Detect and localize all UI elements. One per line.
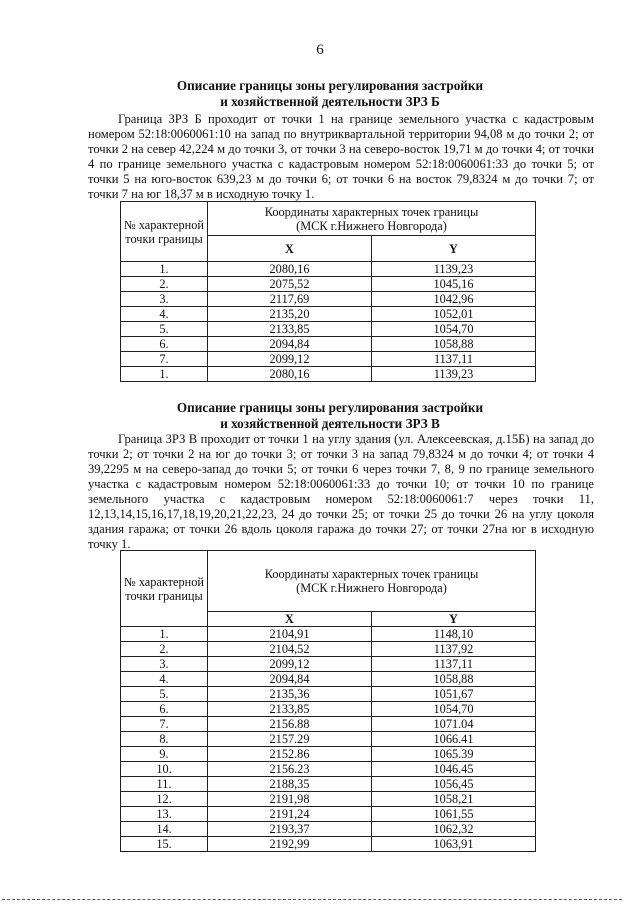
y-coordinate-cell: 1058,88 <box>372 672 536 687</box>
point-number-cell: 11. <box>121 777 208 792</box>
y-coordinate-cell: 1045,16 <box>372 277 536 292</box>
y-coordinate-cell: 1137,92 <box>372 642 536 657</box>
y-coordinate-cell: 1051,67 <box>372 687 536 702</box>
x-coordinate-cell: 2188,35 <box>208 777 372 792</box>
point-number-cell: 7. <box>121 717 208 732</box>
section-v-description <box>88 432 594 552</box>
point-number-cell: 7. <box>121 352 208 367</box>
y-coordinate-cell: 1046.45 <box>372 762 536 777</box>
y-coordinate-cell: 1065.39 <box>372 747 536 762</box>
point-number-cell: 13. <box>121 807 208 822</box>
y-coordinate-cell: 1071.04 <box>372 717 536 732</box>
y-coordinate-cell: 1054,70 <box>372 322 536 337</box>
x-coordinate-cell: 2191,24 <box>208 807 372 822</box>
point-number-cell: 9. <box>121 747 208 762</box>
y-coordinate-cell: 1052,01 <box>372 307 536 322</box>
section-v-title <box>60 400 600 432</box>
x-coordinate-cell: 2135,20 <box>208 307 372 322</box>
x-coordinate-cell: 2191,98 <box>208 792 372 807</box>
coords-header-line1: Координаты характерных точек границы <box>264 204 479 219</box>
table-row <box>121 777 536 792</box>
table-row <box>121 337 536 352</box>
y-coordinate-cell: 1066.41 <box>372 732 536 747</box>
coords-header-line1: Координаты характерных точек границы <box>264 567 479 581</box>
point-number-cell: 15. <box>121 837 208 852</box>
footer-divider <box>2 899 622 900</box>
x-coordinate-cell: 2156.88 <box>208 717 372 732</box>
section-b-title-line1: Описание границы зоны регулирования застройки <box>176 78 484 93</box>
table-header-y: Y <box>372 236 536 262</box>
x-coordinate-cell: 2075,52 <box>208 277 372 292</box>
point-number-cell: 8. <box>121 732 208 747</box>
table-row <box>121 807 536 822</box>
table-row <box>121 307 536 322</box>
point-number-cell: 1. <box>121 367 208 382</box>
y-coordinate-cell: 1137,11 <box>372 657 536 672</box>
y-coordinate-cell: 1056,45 <box>372 777 536 792</box>
table-row <box>121 672 536 687</box>
x-coordinate-cell: 2133,85 <box>208 322 372 337</box>
point-number-cell: 3. <box>121 657 208 672</box>
table-header-x: X <box>208 612 372 627</box>
point-number-cell: 6. <box>121 337 208 352</box>
y-coordinate-cell: 1063,91 <box>372 837 536 852</box>
section-b-title <box>60 78 600 110</box>
y-coordinate-cell: 1139,23 <box>372 367 536 382</box>
x-coordinate-cell: 2080,16 <box>208 367 372 382</box>
table-row <box>121 687 536 702</box>
table-header-coordinates <box>208 202 536 236</box>
table-header-y: Y <box>372 612 536 627</box>
x-coordinate-cell: 2193,37 <box>208 822 372 837</box>
table-row <box>121 277 536 292</box>
point-number-cell: 5. <box>121 687 208 702</box>
x-coordinate-cell: 2099,12 <box>208 352 372 367</box>
table-row <box>121 747 536 762</box>
table-row <box>121 262 536 277</box>
table-row <box>121 792 536 807</box>
point-number-cell: 5. <box>121 322 208 337</box>
section-b-description-text: Граница ЗРЗ Б проходит от точки 1 на границе земельного участка с кадастровым номером 52:18:0060061:10 на запад по внутриквартальной территории 94,08 м до точки 2; от точки 2 на север 42,224 м до точки 3, от точки 3 на северо-восток 19,71 м до точки 4; от точки 4 по границе земельного участка с кадастровым номером 52:18:0060061:33 до точки 5; от точки 5 на юго-восток 639,23 м до точки 6; от точки 6 на восток 79,8324 м до точки 7; от точки 7 на юг 18,37 м в исходную точку 1. <box>88 112 594 201</box>
table-row <box>121 657 536 672</box>
y-coordinate-cell: 1062,32 <box>372 822 536 837</box>
table-header-point-number: № характерной точки границы <box>121 551 208 627</box>
table-row <box>121 352 536 367</box>
y-coordinate-cell: 1058,21 <box>372 792 536 807</box>
x-coordinate-cell: 2192,99 <box>208 837 372 852</box>
y-coordinate-cell: 1137,11 <box>372 352 536 367</box>
x-coordinate-cell: 2099,12 <box>208 657 372 672</box>
x-coordinate-cell: 2133,85 <box>208 702 372 717</box>
table-row <box>121 322 536 337</box>
x-coordinate-cell: 2156.23 <box>208 762 372 777</box>
point-number-cell: 2. <box>121 642 208 657</box>
point-number-cell: 6. <box>121 702 208 717</box>
y-coordinate-cell: 1139,23 <box>372 262 536 277</box>
table-row <box>121 627 536 642</box>
table-row <box>121 292 536 307</box>
section-b-description <box>88 112 594 202</box>
point-number-cell: 4. <box>121 307 208 322</box>
point-number-cell: 1. <box>121 262 208 277</box>
y-coordinate-cell: 1061,55 <box>372 807 536 822</box>
table-row <box>121 367 536 382</box>
section-v-title-line2: и хозяйственной деятельности ЗРЗ В <box>220 416 440 431</box>
coords-header-line2: (МСК г.Нижнего Новгорода) <box>296 581 447 595</box>
point-number-cell: 14. <box>121 822 208 837</box>
x-coordinate-cell: 2104,52 <box>208 642 372 657</box>
x-coordinate-cell: 2152.86 <box>208 747 372 762</box>
x-coordinate-cell: 2117,69 <box>208 292 372 307</box>
y-coordinate-cell: 1042,96 <box>372 292 536 307</box>
section-b-title-line2: и хозяйственной деятельности ЗРЗ Б <box>220 94 440 109</box>
section-v-title-line1: Описание границы зоны регулирования застройки <box>176 400 484 415</box>
y-coordinate-cell: 1054,70 <box>372 702 536 717</box>
table-row <box>121 762 536 777</box>
table-row <box>121 717 536 732</box>
x-coordinate-cell: 2104,91 <box>208 627 372 642</box>
point-number-cell: 1. <box>121 627 208 642</box>
table-header-x: X <box>208 236 372 262</box>
table-row <box>121 837 536 852</box>
table-row <box>121 822 536 837</box>
y-coordinate-cell: 1148,10 <box>372 627 536 642</box>
page-number: 6 <box>316 42 324 58</box>
table-header-coordinates <box>208 551 536 612</box>
y-coordinate-cell: 1058,88 <box>372 337 536 352</box>
point-number-cell: 3. <box>121 292 208 307</box>
point-number-cell: 2. <box>121 277 208 292</box>
section-b-coordinates-table <box>120 201 536 382</box>
x-coordinate-cell: 2094,84 <box>208 337 372 352</box>
point-number-cell: 4. <box>121 672 208 687</box>
coords-header-line2: (МСК г.Нижнего Новгорода) <box>296 218 447 233</box>
section-v-description-text: Граница ЗРЗ В проходит от точки 1 на углу здания (ул. Алексеевская, д.15Б) на запад до точки 2; от точки 2 на юг до точки 3; от точки 3 на запад 79,8324 м до точки 4; от точки 4 39,2295 м на северо-запад до точки 5; от точки 6 через точки 7, 8, 9 по границе земельного участка с кадастровым номером 52:18:0060061:33 до точки 10; от точки 10 по границе земельного участка с кадастровым номером 52:18:0060061:7 через точки 11, 12,13,14,15,16,17,18,19,20,21,22,23, 24 до точки 25; от точки 25 до точки 26 на углу цоколя здания гаража; от точки 26 вдоль цоколя гаража до точки 27; от точки 27на юг в исходную точку 1. <box>88 432 594 551</box>
x-coordinate-cell: 2157.29 <box>208 732 372 747</box>
point-number-cell: 10. <box>121 762 208 777</box>
x-coordinate-cell: 2094,84 <box>208 672 372 687</box>
table-header-point-number: № характерной точки границы <box>121 202 208 262</box>
table-row <box>121 642 536 657</box>
point-number-cell: 12. <box>121 792 208 807</box>
x-coordinate-cell: 2080,16 <box>208 262 372 277</box>
x-coordinate-cell: 2135,36 <box>208 687 372 702</box>
table-row <box>121 732 536 747</box>
table-row <box>121 702 536 717</box>
section-v-coordinates-table <box>120 550 536 852</box>
